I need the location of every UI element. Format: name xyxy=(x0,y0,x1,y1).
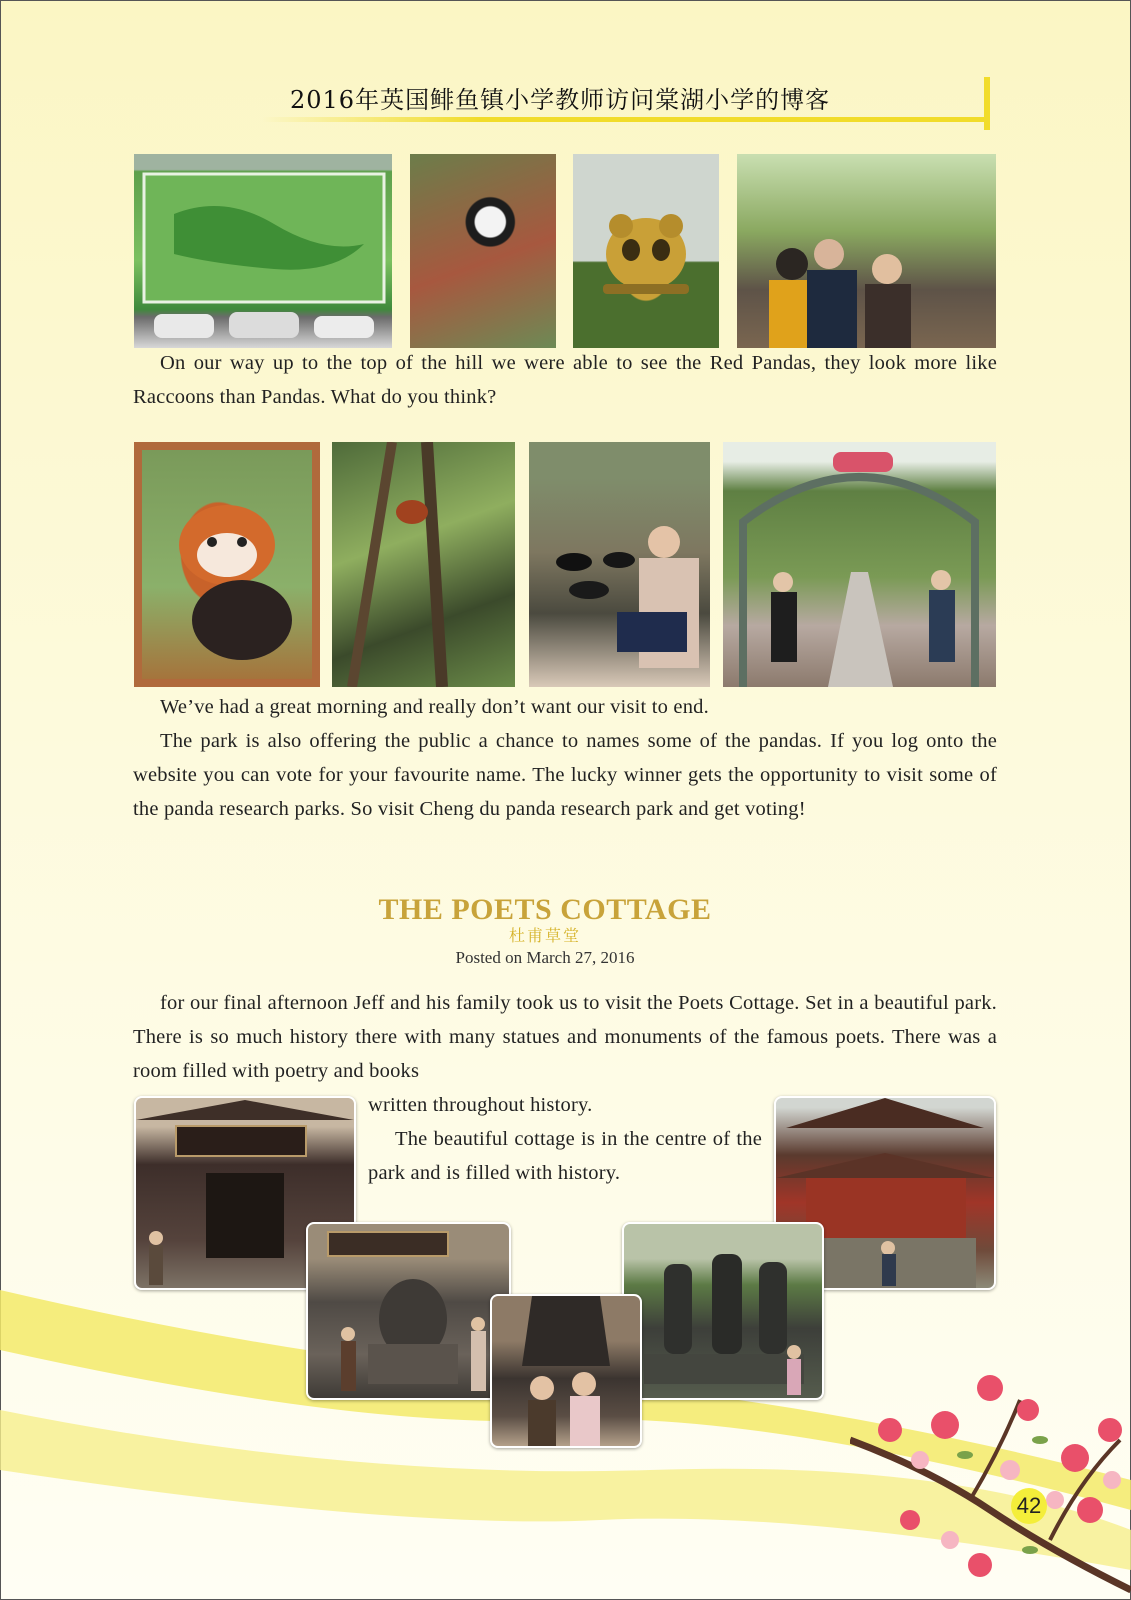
paragraph-naming-pandas: The park is also offering the public a chance to names some of the pandas. If you log onto the website you can vote for your favourite name. The lucky winner gets the opportunity to visit some of the panda research parks. So visit Cheng du panda research park and get voting! xyxy=(133,730,997,820)
paragraph-cottage-intro: for our final afternoon Jeff and his family took us to visit the Poets Cottage. Set in a beautiful park. There is so much history there with many statues and monuments of the famous poets. There was a room filled with poetry and books xyxy=(133,992,997,1082)
photo-panda-statue xyxy=(573,154,719,348)
page-number: 42 xyxy=(1011,1488,1047,1524)
section-subtitle-chinese: 杜甫草堂 xyxy=(508,926,581,945)
paragraph-cottage-continued: written throughout history. xyxy=(368,1094,593,1116)
header-side-bar xyxy=(984,77,990,130)
header-underline xyxy=(262,117,990,122)
photo-flower-archway xyxy=(723,442,996,687)
photo-black-swans xyxy=(529,442,710,687)
section-title: THE POETS COTTAGE xyxy=(378,893,712,926)
posted-date: Posted on March 27, 2016 xyxy=(455,948,635,967)
photo-teachers-at-enclosure xyxy=(737,154,996,348)
photo-red-panda-in-tree xyxy=(332,442,515,687)
paragraph-great-morning: We’ve had a great morning and really don’t want our visit to end. xyxy=(160,696,709,718)
photo-three-statues xyxy=(622,1222,824,1400)
photo-red-panda-poster xyxy=(134,442,320,687)
photo-giant-panda xyxy=(410,154,556,348)
blossom-branch-decoration xyxy=(850,1360,1131,1600)
paragraph-cottage-centre: The beautiful cottage is in the centre of the park and is filled with history. xyxy=(368,1128,762,1184)
paragraph-red-pandas: On our way up to the top of the hill we were able to see the Red Pandas, they look more like Raccoons than Pandas. What do you think? xyxy=(133,352,997,408)
photo-seated-poet-statue xyxy=(306,1222,511,1400)
page-header-title: 2016年英国鲱鱼镇小学教师访问棠湖小学的博客 xyxy=(290,86,831,114)
photo-bell-teachers xyxy=(490,1294,642,1448)
photo-park-map xyxy=(134,154,392,348)
